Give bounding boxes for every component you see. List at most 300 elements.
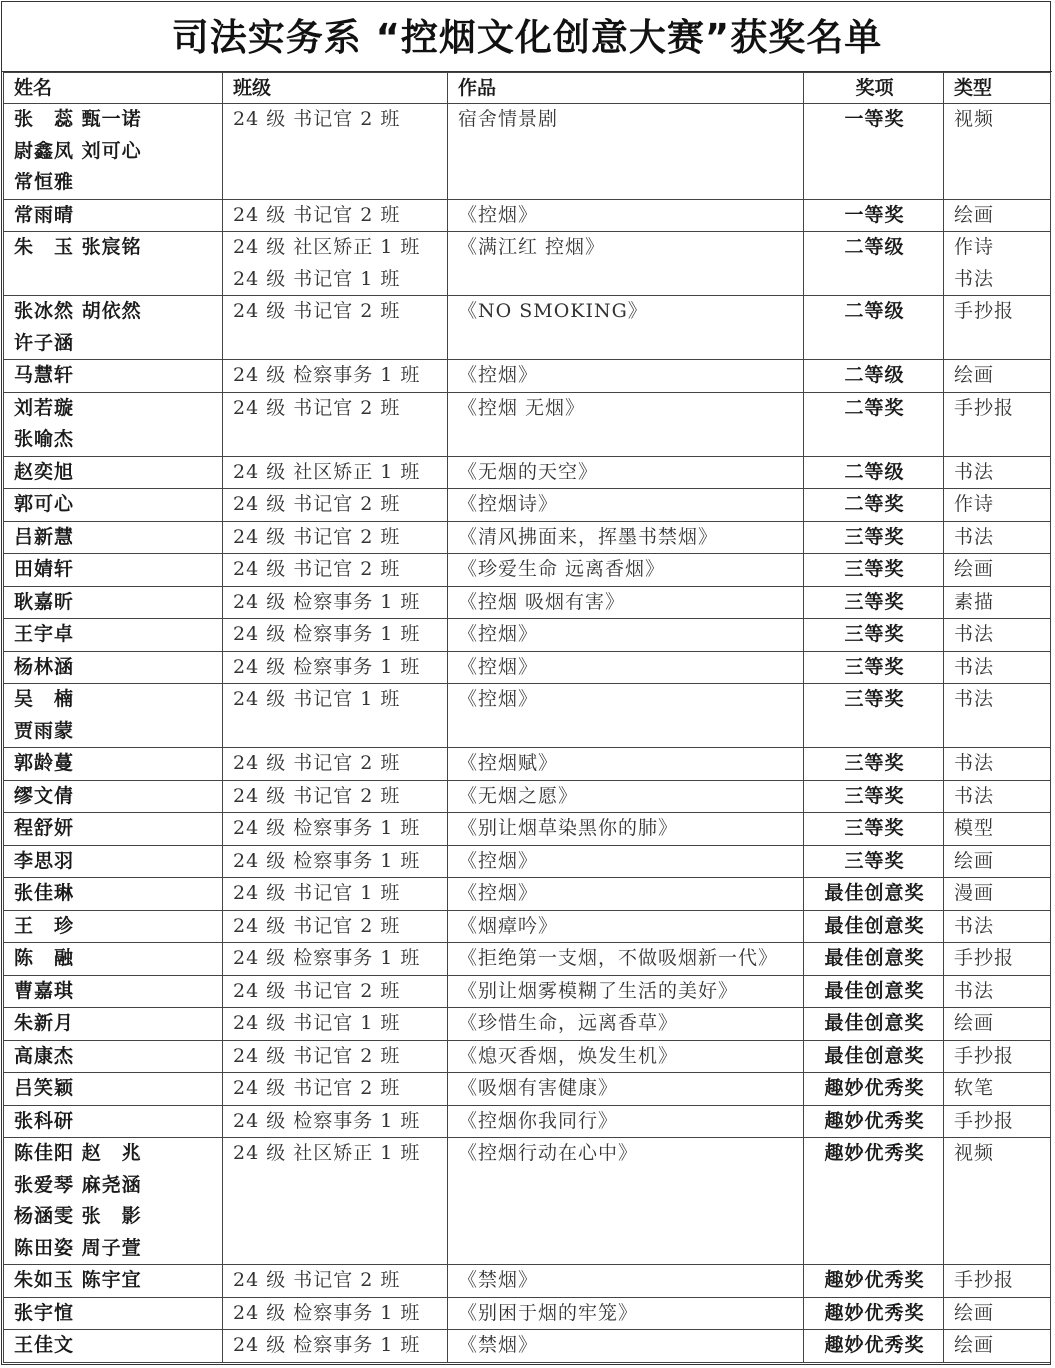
class-text: 24 级 社区矫正 1 班 — [233, 1142, 421, 1164]
work-type-cell — [944, 1265, 1051, 1298]
work-type-cell — [944, 878, 1051, 911]
winner-names-text: 常雨晴 — [14, 203, 75, 226]
class-text: 24 级 书记官 2 班 — [233, 108, 401, 130]
class-text: 24 级 书记官 2 班 — [233, 558, 401, 580]
class-cell — [223, 943, 448, 976]
award-level-cell — [804, 1265, 944, 1298]
award-level-cell — [804, 1073, 944, 1106]
class-cell — [223, 1040, 448, 1073]
winner-names-cell — [4, 489, 223, 522]
work-title-text: 《NO SMOKING》 — [458, 300, 648, 322]
work-type-cell — [944, 199, 1051, 232]
work-title-text: 《珍惜生命，远离香草》 — [458, 1012, 679, 1034]
table-row — [4, 392, 1051, 456]
winner-names-text: 高康杰 — [14, 1044, 75, 1067]
document-title: 司法实务系 “控烟文化创意大赛”获奖名单 — [2, 2, 1052, 72]
winner-names-cell — [4, 651, 223, 684]
class-cell — [223, 232, 448, 296]
award-level-cell — [804, 943, 944, 976]
class-cell — [223, 489, 448, 522]
award-level-cell — [804, 1138, 944, 1265]
winner-names-cell — [4, 943, 223, 976]
work-type-cell — [944, 232, 1051, 296]
winner-names-cell — [4, 1008, 223, 1041]
award-level-text: 最佳创意奖 — [824, 1044, 925, 1067]
work-title-text: 《控烟》 — [458, 688, 539, 710]
winner-names-text: 张科研 — [14, 1109, 75, 1132]
winner-names-text: 吴 楠 — [14, 688, 75, 710]
winner-names-text: 田婧轩 — [14, 558, 75, 580]
class-text: 24 级 检察事务 1 班 — [233, 364, 421, 386]
table-row — [4, 554, 1051, 587]
class-cell — [223, 1297, 448, 1330]
winner-names-cell — [4, 232, 223, 296]
winner-names-text: 张爱琴 麻尧涵 — [14, 1173, 142, 1196]
award-level-text: 三等奖 — [844, 752, 905, 774]
work-type-cell — [944, 1138, 1051, 1265]
class-text: 24 级 检察事务 1 班 — [233, 1301, 421, 1324]
work-type-text: 书法 — [954, 979, 995, 1002]
winner-names-cell — [4, 1265, 223, 1298]
winner-names-text: 陈佳阳 赵 兆 — [14, 1142, 142, 1164]
award-level-text: 二等级 — [844, 460, 905, 483]
column-header-award: 奖项 — [804, 73, 944, 104]
work-title-text: 《别让烟雾模糊了生活的美好》 — [458, 979, 739, 1002]
work-type-cell — [944, 392, 1051, 456]
winner-names-text: 缪文倩 — [14, 784, 75, 807]
work-title-cell — [448, 1138, 804, 1265]
work-type-cell — [944, 813, 1051, 846]
table-row — [4, 975, 1051, 1008]
work-title-text: 《控烟》 — [458, 655, 539, 678]
class-text: 24 级 书记官 2 班 — [233, 914, 401, 937]
award-level-text: 最佳创意奖 — [824, 882, 925, 904]
award-level-cell — [804, 845, 944, 878]
winner-names-text: 陈田姿 周子萱 — [14, 1236, 142, 1259]
winner-names-text: 贾雨蒙 — [14, 719, 75, 742]
work-title-cell — [448, 684, 804, 748]
work-title-text: 《烟瘴吟》 — [458, 914, 559, 937]
work-title-text: 《别让烟草染黑你的肺》 — [458, 817, 679, 839]
table-row — [4, 845, 1051, 878]
award-level-text: 三等奖 — [844, 623, 905, 645]
class-cell — [223, 360, 448, 393]
work-title-cell — [448, 780, 804, 813]
table-row — [4, 1138, 1051, 1265]
table-row — [4, 521, 1051, 554]
class-cell — [223, 878, 448, 911]
work-type-text: 绘画 — [954, 1012, 995, 1034]
winner-names-text: 吕笑颖 — [14, 1077, 75, 1099]
award-table — [3, 72, 1051, 1363]
work-title-text: 《无烟的天空》 — [458, 460, 599, 483]
table-row — [4, 1105, 1051, 1138]
award-level-text: 二等奖 — [844, 493, 905, 515]
work-title-text: 《清风拂面来，挥墨书禁烟》 — [458, 525, 719, 548]
class-text: 24 级 书记官 2 班 — [233, 752, 401, 774]
work-title-text: 《控烟》 — [458, 623, 539, 645]
award-level-cell — [804, 1105, 944, 1138]
work-type-text: 视频 — [954, 108, 995, 130]
work-type-cell — [944, 1297, 1051, 1330]
class-text: 24 级 检察事务 1 班 — [233, 655, 421, 678]
winner-names-cell — [4, 748, 223, 781]
work-type-cell — [944, 975, 1051, 1008]
award-level-text: 二等级 — [844, 364, 905, 386]
work-type-cell — [944, 910, 1051, 943]
table-row — [4, 748, 1051, 781]
class-cell — [223, 780, 448, 813]
award-level-cell — [804, 104, 944, 200]
work-title-text: 《禁烟》 — [458, 1269, 539, 1291]
work-title-text: 《珍爱生命 远离香烟》 — [458, 558, 666, 580]
work-type-text: 书法 — [954, 914, 995, 937]
award-level-cell — [804, 1008, 944, 1041]
work-title-cell — [448, 813, 804, 846]
winner-names-cell — [4, 813, 223, 846]
work-type-text: 绘画 — [954, 558, 995, 580]
winner-names-text: 常恒雅 — [14, 171, 75, 193]
table-row — [4, 1265, 1051, 1298]
work-type-cell — [944, 1105, 1051, 1138]
work-title-cell — [448, 878, 804, 911]
work-title-cell — [448, 1008, 804, 1041]
award-level-text: 三等奖 — [844, 688, 905, 710]
winner-names-text: 张冰然 胡依然 — [14, 300, 142, 322]
work-title-text: 《熄灭香烟，焕发生机》 — [458, 1044, 679, 1067]
work-title-cell — [448, 586, 804, 619]
work-title-text: 宿舍情景剧 — [458, 108, 559, 130]
work-title-text: 《控烟赋》 — [458, 752, 559, 774]
winner-names-cell — [4, 619, 223, 652]
work-type-cell — [944, 943, 1051, 976]
class-text: 24 级 检察事务 1 班 — [233, 1334, 421, 1356]
table-row — [4, 586, 1051, 619]
table-row — [4, 1330, 1051, 1363]
award-level-text: 最佳创意奖 — [824, 914, 925, 937]
table-row — [4, 780, 1051, 813]
work-title-text: 《无烟之愿》 — [458, 784, 579, 807]
table-row — [4, 910, 1051, 943]
winner-names-cell — [4, 199, 223, 232]
award-level-text: 最佳创意奖 — [824, 979, 925, 1002]
winner-names-text: 朱 玉 张宸铭 — [14, 236, 142, 258]
table-row — [4, 813, 1051, 846]
class-cell — [223, 456, 448, 489]
class-text: 24 级 书记官 2 班 — [233, 203, 401, 226]
winner-names-text: 尉鑫凤 刘可心 — [14, 139, 142, 162]
winner-names-cell — [4, 1073, 223, 1106]
award-level-text: 三等奖 — [844, 849, 905, 872]
award-level-cell — [804, 199, 944, 232]
winner-names-cell — [4, 521, 223, 554]
table-row — [4, 232, 1051, 296]
winner-names-cell — [4, 845, 223, 878]
award-level-text: 趣妙优秀奖 — [824, 1269, 925, 1291]
work-type-text: 视频 — [954, 1142, 995, 1164]
class-text: 24 级 书记官 1 班 — [233, 688, 401, 710]
winner-names-text: 王宇卓 — [14, 623, 75, 645]
work-title-text: 《禁烟》 — [458, 1334, 539, 1356]
award-level-cell — [804, 813, 944, 846]
winner-names-cell — [4, 1297, 223, 1330]
class-text: 24 级 社区矫正 1 班 — [233, 236, 421, 258]
work-type-text: 漫画 — [954, 882, 995, 904]
work-type-cell — [944, 651, 1051, 684]
table-row — [4, 878, 1051, 911]
award-level-cell — [804, 619, 944, 652]
class-text: 24 级 书记官 2 班 — [233, 396, 401, 419]
class-text: 24 级 书记官 2 班 — [233, 979, 401, 1002]
work-title-text: 《吸烟有害健康》 — [458, 1077, 619, 1099]
work-type-text: 素描 — [954, 590, 995, 613]
table-row — [4, 684, 1051, 748]
work-type-cell — [944, 684, 1051, 748]
class-cell — [223, 1138, 448, 1265]
class-cell — [223, 1265, 448, 1298]
work-type-text: 书法 — [954, 784, 995, 807]
winner-names-text: 马慧轩 — [14, 364, 75, 386]
work-title-text: 《控烟 吸烟有害》 — [458, 590, 626, 613]
award-level-text: 趣妙优秀奖 — [824, 1109, 925, 1132]
work-title-cell — [448, 1330, 804, 1363]
award-level-cell — [804, 684, 944, 748]
winner-names-text: 刘若璇 — [14, 396, 75, 419]
class-text: 24 级 社区矫正 1 班 — [233, 460, 421, 483]
work-type-cell — [944, 586, 1051, 619]
winner-names-text: 程舒妍 — [14, 817, 75, 839]
class-cell — [223, 554, 448, 587]
winner-names-text: 张佳琳 — [14, 882, 75, 904]
class-text: 24 级 检察事务 1 班 — [233, 817, 421, 839]
winner-names-text: 吕新慧 — [14, 525, 75, 548]
work-type-cell — [944, 780, 1051, 813]
work-type-cell — [944, 554, 1051, 587]
winner-names-text: 杨林涵 — [14, 655, 75, 678]
winner-names-cell — [4, 392, 223, 456]
work-title-cell — [448, 943, 804, 976]
work-type-cell — [944, 456, 1051, 489]
award-level-text: 三等奖 — [844, 655, 905, 678]
work-type-text: 作诗 — [954, 493, 995, 515]
class-cell — [223, 392, 448, 456]
work-title-cell — [448, 910, 804, 943]
work-type-text: 作诗 — [954, 236, 995, 258]
table-row — [4, 104, 1051, 200]
award-level-cell — [804, 489, 944, 522]
work-title-cell — [448, 456, 804, 489]
award-level-cell — [804, 586, 944, 619]
class-cell — [223, 586, 448, 619]
class-cell — [223, 1105, 448, 1138]
winner-names-cell — [4, 878, 223, 911]
class-text: 24 级 书记官 2 班 — [233, 525, 401, 548]
work-title-text: 《控烟 无烟》 — [458, 396, 586, 419]
work-type-text: 书法 — [954, 460, 995, 483]
winner-names-text: 张 蕊 甄一诺 — [14, 108, 142, 130]
work-title-text: 《控烟》 — [458, 849, 539, 872]
winner-names-text: 郭龄蔓 — [14, 752, 75, 774]
class-cell — [223, 684, 448, 748]
award-level-cell — [804, 975, 944, 1008]
work-title-cell — [448, 232, 804, 296]
award-level-text: 最佳创意奖 — [824, 1012, 925, 1034]
award-level-text: 趣妙优秀奖 — [824, 1142, 925, 1164]
award-level-cell — [804, 1297, 944, 1330]
column-header-type: 类型 — [944, 73, 1051, 104]
winner-names-cell — [4, 554, 223, 587]
winner-names-text: 曹嘉琪 — [14, 979, 75, 1002]
work-type-cell — [944, 521, 1051, 554]
work-title-text: 《控烟》 — [458, 364, 539, 386]
winner-names-cell — [4, 104, 223, 200]
class-cell — [223, 975, 448, 1008]
award-level-text: 三等奖 — [844, 784, 905, 807]
table-row — [4, 489, 1051, 522]
work-title-text: 《控烟》 — [458, 882, 539, 904]
winner-names-cell — [4, 910, 223, 943]
work-type-text: 手抄报 — [954, 1044, 1015, 1067]
work-title-text: 《控烟诗》 — [458, 493, 559, 515]
class-cell — [223, 619, 448, 652]
work-title-cell — [448, 554, 804, 587]
award-level-text: 趣妙优秀奖 — [824, 1334, 925, 1356]
class-text: 24 级 书记官 1 班 — [233, 267, 401, 290]
work-title-cell — [448, 1073, 804, 1106]
award-level-text: 三等奖 — [844, 590, 905, 613]
winner-names-cell — [4, 1138, 223, 1265]
table-row — [4, 199, 1051, 232]
award-level-cell — [804, 651, 944, 684]
work-title-cell — [448, 975, 804, 1008]
award-level-cell — [804, 1040, 944, 1073]
winner-names-cell — [4, 684, 223, 748]
table-row — [4, 1297, 1051, 1330]
work-title-cell — [448, 1040, 804, 1073]
award-level-cell — [804, 232, 944, 296]
work-title-text: 《满江红 控烟》 — [458, 236, 606, 258]
work-type-text: 书法 — [954, 623, 995, 645]
work-type-text: 书法 — [954, 267, 995, 290]
class-text: 24 级 检察事务 1 班 — [233, 623, 421, 645]
work-type-text: 绘画 — [954, 1301, 995, 1324]
class-text: 24 级 书记官 2 班 — [233, 1077, 401, 1099]
work-title-cell — [448, 296, 804, 360]
award-level-cell — [804, 748, 944, 781]
award-level-cell — [804, 910, 944, 943]
award-level-text: 趣妙优秀奖 — [824, 1301, 925, 1324]
work-title-cell — [448, 748, 804, 781]
winner-names-text: 张宇愃 — [14, 1301, 75, 1324]
winner-names-text: 王佳文 — [14, 1334, 75, 1356]
work-title-cell — [448, 360, 804, 393]
award-level-cell — [804, 780, 944, 813]
winner-names-cell — [4, 456, 223, 489]
work-type-cell — [944, 104, 1051, 200]
work-title-cell — [448, 392, 804, 456]
work-title-cell — [448, 1105, 804, 1138]
winner-names-cell — [4, 975, 223, 1008]
award-level-cell — [804, 1330, 944, 1363]
winner-names-text: 朱新月 — [14, 1012, 75, 1034]
work-type-text: 绘画 — [954, 849, 995, 872]
class-cell — [223, 199, 448, 232]
work-title-text: 《拒绝第一支烟，不做吸烟新一代》 — [458, 947, 779, 969]
table-row — [4, 456, 1051, 489]
work-type-cell — [944, 489, 1051, 522]
table-row — [4, 296, 1051, 360]
work-type-cell — [944, 296, 1051, 360]
work-type-text: 手抄报 — [954, 947, 1015, 969]
winner-names-text: 杨涵雯 张 影 — [14, 1205, 142, 1227]
work-type-text: 书法 — [954, 688, 995, 710]
winner-names-text: 郭可心 — [14, 493, 75, 515]
work-type-cell — [944, 1008, 1051, 1041]
class-cell — [223, 104, 448, 200]
award-level-text: 二等级 — [844, 236, 905, 258]
award-list-sheet — [1, 1, 1051, 1365]
award-level-cell — [804, 554, 944, 587]
award-level-cell — [804, 521, 944, 554]
award-level-cell — [804, 878, 944, 911]
award-level-text: 一等奖 — [844, 108, 905, 130]
work-title-text: 《控烟》 — [458, 203, 539, 226]
award-level-text: 二等级 — [844, 300, 905, 322]
table-row — [4, 619, 1051, 652]
table-row — [4, 651, 1051, 684]
work-title-cell — [448, 651, 804, 684]
award-level-text: 三等奖 — [844, 817, 905, 839]
work-type-text: 手抄报 — [954, 1109, 1015, 1132]
work-type-text: 手抄报 — [954, 1269, 1015, 1291]
work-type-text: 手抄报 — [954, 300, 1015, 322]
work-type-text: 绘画 — [954, 364, 995, 386]
work-title-text: 《控烟你我同行》 — [458, 1109, 619, 1132]
class-text: 24 级 书记官 2 班 — [233, 300, 401, 322]
table-row — [4, 1073, 1051, 1106]
work-type-cell — [944, 360, 1051, 393]
column-header-class: 班级 — [223, 73, 448, 104]
winner-names-cell — [4, 1105, 223, 1138]
class-cell — [223, 1008, 448, 1041]
winner-names-cell — [4, 780, 223, 813]
table-row — [4, 1008, 1051, 1041]
winner-names-text: 耿嘉昕 — [14, 590, 75, 613]
work-type-cell — [944, 1073, 1051, 1106]
work-title-cell — [448, 199, 804, 232]
work-type-text: 绘画 — [954, 1334, 995, 1356]
winner-names-cell — [4, 586, 223, 619]
award-level-text: 三等奖 — [844, 525, 905, 548]
work-type-text: 书法 — [954, 655, 995, 678]
work-title-cell — [448, 845, 804, 878]
table-row — [4, 943, 1051, 976]
class-cell — [223, 813, 448, 846]
work-type-text: 手抄报 — [954, 396, 1015, 419]
award-level-text: 趣妙优秀奖 — [824, 1077, 925, 1099]
winner-names-text: 赵奕旭 — [14, 460, 75, 483]
class-text: 24 级 检察事务 1 班 — [233, 849, 421, 872]
class-cell — [223, 651, 448, 684]
class-cell — [223, 748, 448, 781]
column-header-name: 姓名 — [4, 73, 223, 104]
class-text: 24 级 书记官 1 班 — [233, 1012, 401, 1034]
award-level-cell — [804, 392, 944, 456]
award-level-cell — [804, 360, 944, 393]
winner-names-cell — [4, 360, 223, 393]
award-level-text: 最佳创意奖 — [824, 947, 925, 969]
class-cell — [223, 296, 448, 360]
